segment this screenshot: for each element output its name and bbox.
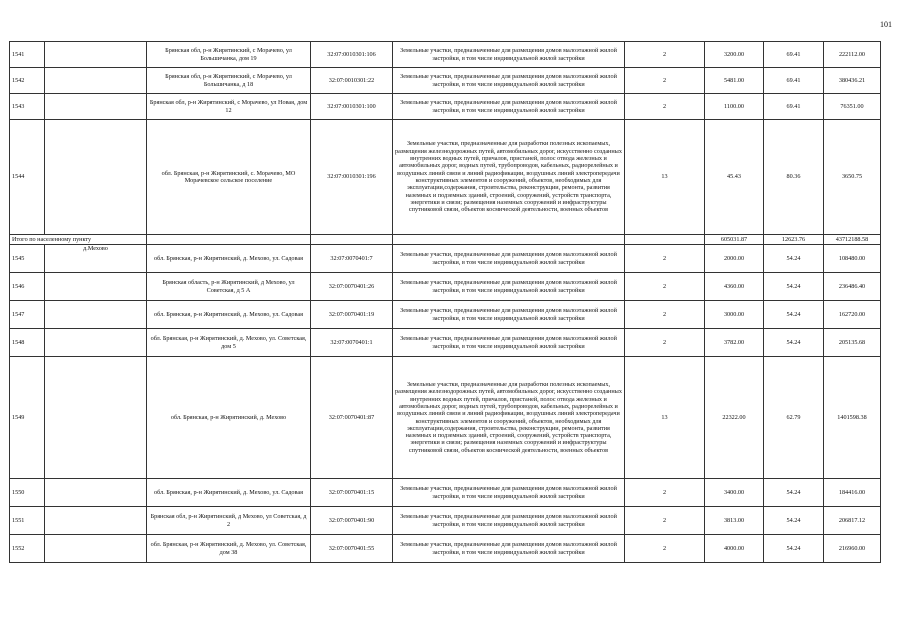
cadastral-value-cell: 76351.00 xyxy=(824,94,881,120)
cadastral-value-cell: 216960.00 xyxy=(824,535,881,563)
area-cell: 3813.00 xyxy=(705,507,764,535)
cadastral-value-table xyxy=(9,41,881,563)
table-cell xyxy=(311,235,393,245)
table-row xyxy=(10,535,881,563)
area-cell: 3782.00 xyxy=(705,329,764,357)
area-cell: 3000.00 xyxy=(705,301,764,329)
row-number: 1543 xyxy=(10,94,45,120)
table-row xyxy=(10,479,881,507)
row-number: 1546 xyxy=(10,273,45,301)
locality-total-label: Итого по населенному пункту xyxy=(10,235,147,245)
specific-value-cell: 62.79 xyxy=(764,357,824,479)
cadastral-value-cell: 3650.75 xyxy=(824,120,881,235)
cadastral-number: 32:07:0070401:7 xyxy=(311,245,393,273)
land-use-description: Земельные участки, предназначенные для размещения домов малоэтажной жилой застройки, в том числе индивидуальной жилой застройки xyxy=(393,301,625,329)
use-group-code: 2 xyxy=(625,42,705,68)
address-cell: обл. Брянская, р-н Жирятинский, д. Мехово, ул. Садовая xyxy=(147,479,311,507)
area-cell: 45.43 xyxy=(705,120,764,235)
address-cell: обл. Брянская, р-н Жирятинский, д. Мехово, ул. Советская, дом 5 xyxy=(147,329,311,357)
cadastral-number: 32:07:0070401:55 xyxy=(311,535,393,563)
address-cell: Брянская обл, р-н Жирятинский, д Мехово, ул Советская, д 2 xyxy=(147,507,311,535)
address-cell: обл. Брянская, р-н Жирятинский, д. Мехово, ул. Садовая xyxy=(147,301,311,329)
row-number: 1550 xyxy=(10,479,45,507)
area-cell: 2000.00 xyxy=(705,245,764,273)
locality-total-area: 605031.87 xyxy=(705,235,764,245)
land-use-description: Земельные участки, предназначенные для размещения домов малоэтажной жилой застройки, в том числе индивидуальной жилой застройки xyxy=(393,68,625,94)
table-row xyxy=(10,357,881,479)
address-cell: обл. Брянская, р-н Жирятинский, д. Мехово xyxy=(147,357,311,479)
locality-cell xyxy=(45,273,147,301)
land-use-description: Земельные участки, предназначенные для размещения домов малоэтажной жилой застройки, в том числе индивидуальной жилой застройки xyxy=(393,42,625,68)
use-group-code: 13 xyxy=(625,357,705,479)
cadastral-number: 32:07:0070401:19 xyxy=(311,301,393,329)
use-group-code: 2 xyxy=(625,479,705,507)
table-row xyxy=(10,94,881,120)
row-number: 1542 xyxy=(10,68,45,94)
locality-total-row xyxy=(10,235,881,245)
locality-cell: д.Мехово xyxy=(45,245,147,273)
table-row xyxy=(10,120,881,235)
locality-cell xyxy=(45,479,147,507)
use-group-code: 2 xyxy=(625,329,705,357)
cadastral-value-cell: 380436.21 xyxy=(824,68,881,94)
specific-value-cell: 54.24 xyxy=(764,479,824,507)
locality-cell xyxy=(45,535,147,563)
use-group-code: 2 xyxy=(625,507,705,535)
locality-cell xyxy=(45,301,147,329)
cadastral-value-cell: 205135.68 xyxy=(824,329,881,357)
specific-value-cell: 80.36 xyxy=(764,120,824,235)
use-group-code: 2 xyxy=(625,94,705,120)
specific-value-cell: 69.41 xyxy=(764,94,824,120)
area-cell: 4000.00 xyxy=(705,535,764,563)
land-use-description: Земельные участки, предназначенные для размещения домов малоэтажной жилой застройки, в том числе индивидуальной жилой застройки xyxy=(393,94,625,120)
cadastral-value-cell: 184416.00 xyxy=(824,479,881,507)
cadastral-number: 32:07:0010301:196 xyxy=(311,120,393,235)
locality-total-section xyxy=(10,235,881,245)
locality-cell xyxy=(45,68,147,94)
row-number: 1549 xyxy=(10,357,45,479)
specific-value-cell: 54.24 xyxy=(764,535,824,563)
locality-total-value: 43712188.58 xyxy=(824,235,881,245)
locality-total-rate: 12623.76 xyxy=(764,235,824,245)
specific-value-cell: 54.24 xyxy=(764,329,824,357)
use-group-code: 13 xyxy=(625,120,705,235)
table-cell xyxy=(625,235,705,245)
cadastral-number: 32:07:0070401:15 xyxy=(311,479,393,507)
row-number: 1545 xyxy=(10,245,45,273)
area-cell: 3400.00 xyxy=(705,479,764,507)
cadastral-number: 32:07:0070401:90 xyxy=(311,507,393,535)
cadastral-value-cell: 222112.00 xyxy=(824,42,881,68)
locality-cell xyxy=(45,507,147,535)
cadastral-number: 32:07:0070401:1 xyxy=(311,329,393,357)
land-use-description: Земельные участки, предназначенные для размещения домов малоэтажной жилой застройки, в том числе индивидуальной жилой застройки xyxy=(393,245,625,273)
land-use-description: Земельные участки, предназначенные для разработки полезных ископаемых, размещения железнодорожных путей, автомобильных дорог, искусственно созданных внутренних водных путей, причалов, пристаней, полос отвода железных и автомобильных дорог, водных путей, трубопроводов, кабельных, радиорелейных и воздушных линий связи и линий радиофикации, воздушных линий электропередачи конструктивных элементов и сооружений, объектов, необходимых для эксплуатации,содержания, строительства, реконструкции, ремонта, развития наземных и подземных зданий, строений, сооружений, устройств транспорта, энергетики и связи; размещения наземных сооружений и инфраструктуры спутниковой связи, объектов космической деятельности, военных объектов xyxy=(393,120,625,235)
table-row xyxy=(10,301,881,329)
use-group-code: 2 xyxy=(625,273,705,301)
cadastral-number: 32:07:0010301:106 xyxy=(311,42,393,68)
specific-value-cell: 54.24 xyxy=(764,273,824,301)
locality-cell xyxy=(45,120,147,235)
table-row xyxy=(10,245,881,273)
cadastral-value-cell: 162720.00 xyxy=(824,301,881,329)
row-number: 1552 xyxy=(10,535,45,563)
address-cell: обл. Брянская, р-н Жирятинский, с. Морачево, МО Морачевское сельское поселение xyxy=(147,120,311,235)
address-cell: обл. Брянская, р-н Жирятинский, д. Мехово, ул. Садовая xyxy=(147,245,311,273)
address-cell: обл. Брянская, р-н Жирятинский, д. Мехово, ул. Советская, дом 38 xyxy=(147,535,311,563)
specific-value-cell: 54.24 xyxy=(764,507,824,535)
area-cell: 5481.00 xyxy=(705,68,764,94)
specific-value-cell: 69.41 xyxy=(764,68,824,94)
locality-cell xyxy=(45,42,147,68)
use-group-code: 2 xyxy=(625,535,705,563)
cadastral-value-cell: 236486.40 xyxy=(824,273,881,301)
locality-cell xyxy=(45,329,147,357)
row-number: 1551 xyxy=(10,507,45,535)
table-row xyxy=(10,273,881,301)
table-row xyxy=(10,329,881,357)
page-number: 101 xyxy=(880,20,892,29)
table-row xyxy=(10,68,881,94)
cadastral-number: 32:07:0070401:87 xyxy=(311,357,393,479)
use-group-code: 2 xyxy=(625,245,705,273)
land-use-description: Земельные участки, предназначенные для размещения домов малоэтажной жилой застройки, в том числе индивидуальной жилой застройки xyxy=(393,507,625,535)
cadastral-number: 32:07:0010301:22 xyxy=(311,68,393,94)
land-use-description: Земельные участки, предназначенные для размещения домов малоэтажной жилой застройки, в том числе индивидуальной жилой застройки xyxy=(393,273,625,301)
land-use-description: Земельные участки, предназначенные для размещения домов малоэтажной жилой застройки, в том числе индивидуальной жилой застройки xyxy=(393,479,625,507)
row-number: 1548 xyxy=(10,329,45,357)
cadastral-value-cell: 1401598.38 xyxy=(824,357,881,479)
use-group-code: 2 xyxy=(625,301,705,329)
specific-value-cell: 69.41 xyxy=(764,42,824,68)
table-row xyxy=(10,42,881,68)
cadastral-value-cell: 206817.12 xyxy=(824,507,881,535)
land-use-description: Земельные участки, предназначенные для разработки полезных ископаемых, размещения железнодорожных путей, автомобильных дорог, искусственно созданных внутренних водных путей, причалов, пристаней, полос отвода железных и автомобильных дорог, водных путей, трубопроводов, кабельных, радиорелейных и воздушных линий связи и линий радиофикации, воздушных линий электропередачи конструктивных элементов и сооружений, объектов, необходимых для эксплуатации,содержания, строительства, реконструкции, ремонта, развития наземных и подземных зданий, строений, сооружений, устройств транспорта, энергетики и связи; размещения наземных сооружений и инфраструктуры спутниковой связи, объектов космической деятельности, военных объектов xyxy=(393,357,625,479)
locality-cell xyxy=(45,94,147,120)
row-number: 1544 xyxy=(10,120,45,235)
table-cell xyxy=(147,235,311,245)
land-use-description: Земельные участки, предназначенные для размещения домов малоэтажной жилой застройки, в том числе индивидуальной жилой застройки xyxy=(393,329,625,357)
land-use-description: Земельные участки, предназначенные для размещения домов малоэтажной жилой застройки, в том числе индивидуальной жилой застройки xyxy=(393,535,625,563)
table-body-bottom xyxy=(10,245,881,563)
row-number: 1547 xyxy=(10,301,45,329)
table-body-top xyxy=(10,42,881,235)
use-group-code: 2 xyxy=(625,68,705,94)
area-cell: 22322.00 xyxy=(705,357,764,479)
locality-cell xyxy=(45,357,147,479)
table-row xyxy=(10,507,881,535)
row-number: 1541 xyxy=(10,42,45,68)
cadastral-number: 32:07:0070401:26 xyxy=(311,273,393,301)
table-cell xyxy=(393,235,625,245)
specific-value-cell: 54.24 xyxy=(764,301,824,329)
area-cell: 3200.00 xyxy=(705,42,764,68)
address-cell: Брянская обл, р-н Жирятинский, с Морачево, ул Большичанка, дом 19 xyxy=(147,42,311,68)
specific-value-cell: 54.24 xyxy=(764,245,824,273)
cadastral-number: 32:07:0010301:100 xyxy=(311,94,393,120)
address-cell: Брянская обл, р-н Жирятинский, с Морачево, ул Новая, дом 12 xyxy=(147,94,311,120)
area-cell: 4360.00 xyxy=(705,273,764,301)
address-cell: Брянская область, р-н Жирятинский, д Мехово, ул Советская, д 5 А xyxy=(147,273,311,301)
area-cell: 1100.00 xyxy=(705,94,764,120)
address-cell: Брянская обл, р-н Жирятинский, с Морачево, ул Большичанка, д 18 xyxy=(147,68,311,94)
cadastral-value-cell: 108480.00 xyxy=(824,245,881,273)
